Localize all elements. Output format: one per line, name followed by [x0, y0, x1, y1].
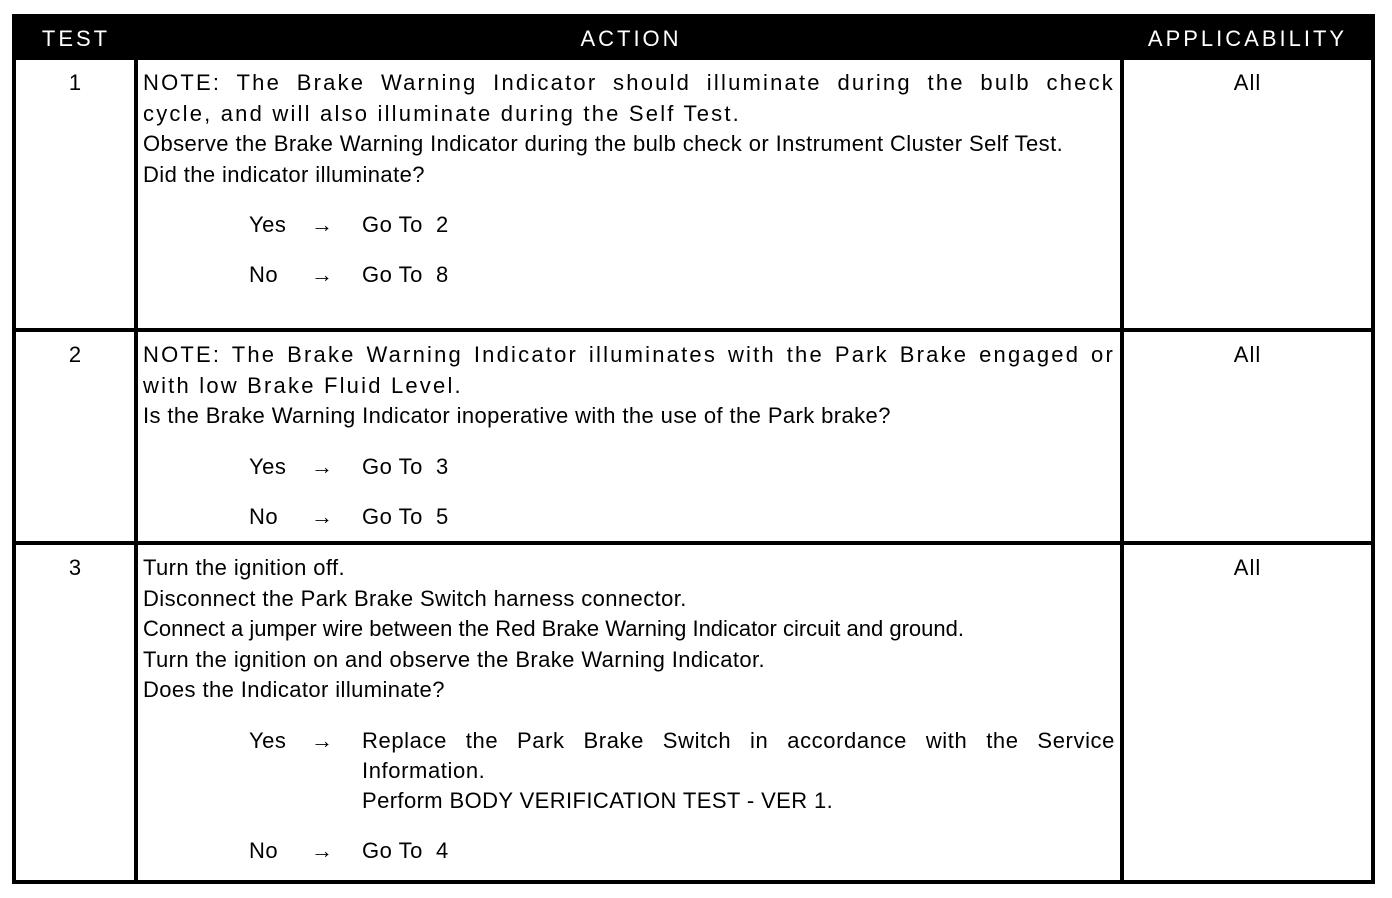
- question-text: Did the indicator illuminate?: [143, 161, 425, 187]
- goto-link[interactable]: Go To 4: [362, 837, 449, 863]
- question-text: Is the Brake Warning Indicator inoperative with the use of the Park brake?: [143, 403, 891, 428]
- choice-yes: [143, 210, 1115, 240]
- goto-link[interactable]: Go To 8: [362, 262, 449, 287]
- header-action: ACTION: [580, 26, 682, 51]
- result-text: Perform BODY VERIFICATION TEST - VER 1.: [362, 787, 834, 813]
- instruction-text: Observe the Brake Warning Indicator during the bulb check or Instrument Cluster Self Test.: [143, 131, 1064, 156]
- arrow-icon: →: [311, 212, 334, 237]
- choice-no: [143, 836, 1115, 866]
- instruction-text: Disconnect the Park Brake Switch harness connector.: [143, 585, 687, 611]
- applicability-value: All: [1233, 342, 1262, 367]
- test-number: 2: [68, 342, 82, 367]
- action-cell: [143, 340, 1115, 532]
- choice-yes: [143, 726, 1115, 816]
- arrow-icon: →: [311, 837, 334, 863]
- arrow-icon: →: [311, 727, 334, 753]
- choice-no: [143, 260, 1115, 290]
- arrow-icon: →: [311, 453, 334, 479]
- choice-label: No: [249, 503, 279, 529]
- arrow-icon: →: [311, 262, 334, 287]
- table-row: [16, 332, 1371, 543]
- note-text: NOTE: The Brake Warning Indicator should illuminate during the bulb check cycle, and will also illuminate during the Self Test.: [143, 70, 1115, 126]
- table-row: [16, 545, 1371, 884]
- choice-label: Yes: [249, 453, 287, 479]
- note-text: NOTE: The Brake Warning Indicator illuminates with the Park Brake engaged or with low Brake Fluid Level.: [143, 342, 1115, 398]
- choice-label: Yes: [249, 727, 287, 753]
- choice-yes: [143, 452, 1115, 482]
- question-text: Does the Indicator illuminate?: [143, 677, 445, 702]
- goto-link[interactable]: Go To 5: [362, 503, 449, 529]
- choice-label: Yes: [249, 212, 287, 237]
- instruction-text: Connect a jumper wire between the Red Brake Warning Indicator circuit and ground.: [143, 616, 964, 641]
- instruction-text: Turn the ignition off.: [143, 555, 346, 580]
- diagnostic-test-table: [12, 14, 1375, 884]
- choice-no: [143, 502, 1115, 532]
- yes-result: [362, 726, 1115, 816]
- arrow-icon: →: [311, 503, 334, 529]
- header-test: TEST: [41, 26, 111, 51]
- result-text: Replace the Park Brake Switch in accordance with the Service Information.: [362, 727, 1115, 783]
- choice-label: No: [249, 262, 279, 287]
- action-cell: [143, 68, 1115, 290]
- test-number: 1: [68, 70, 82, 95]
- action-cell: [143, 553, 1115, 866]
- instruction-text: Turn the ignition on and observe the Brake Warning Indicator.: [143, 646, 766, 672]
- choice-label: No: [249, 837, 279, 863]
- table-header: [16, 18, 1371, 60]
- applicability-value: All: [1233, 70, 1262, 95]
- test-number: 3: [68, 555, 82, 580]
- goto-link[interactable]: Go To 2: [362, 212, 449, 237]
- header-applicability: APPLICABILITY: [1147, 26, 1348, 51]
- applicability-value: All: [1233, 555, 1262, 580]
- goto-link[interactable]: Go To 3: [362, 453, 449, 479]
- table-row: [16, 60, 1371, 331]
